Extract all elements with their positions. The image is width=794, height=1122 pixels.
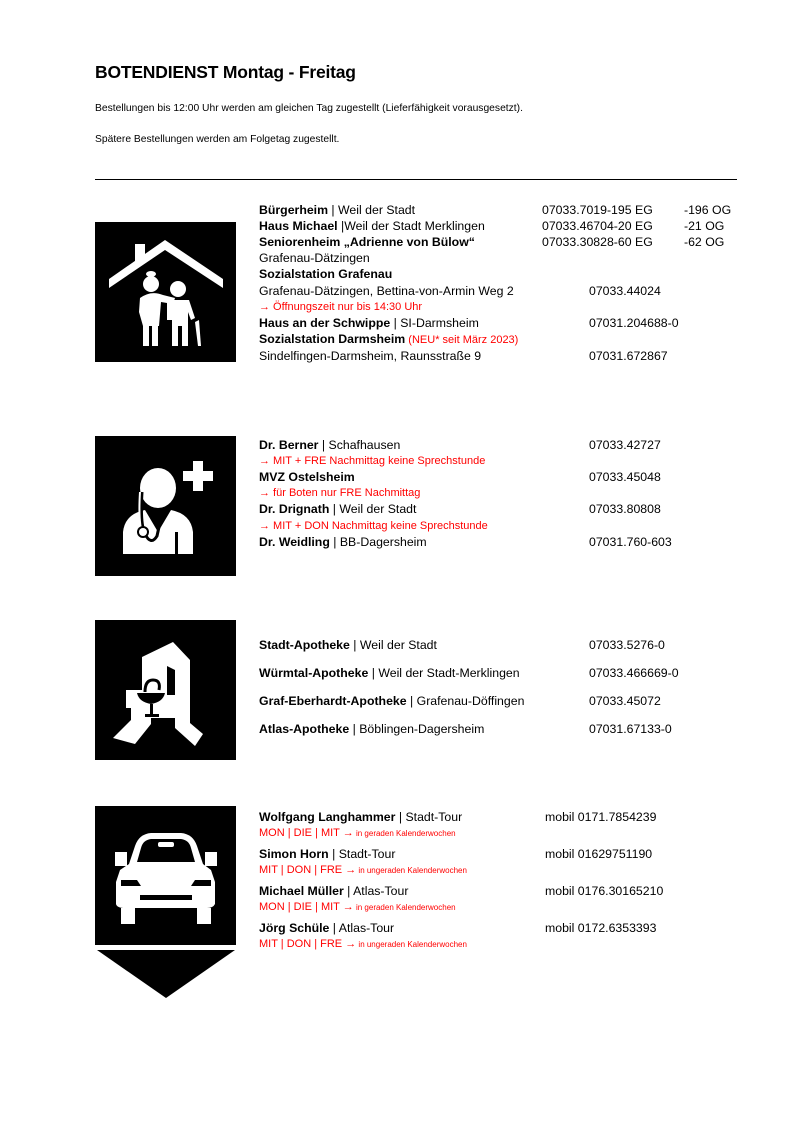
phone-extension: -196 OG: [684, 203, 732, 217]
list-item: Würmtal-Apotheke | Weil der Stadt-Merklingen: [259, 666, 520, 680]
care-home-icon: [95, 222, 236, 362]
list-item: Stadt-Apotheke | Weil der Stadt: [259, 638, 437, 652]
list-item: Dr. Berner | Schafhausen: [259, 438, 401, 452]
phone-number: 07033.7019-195 EG: [542, 203, 653, 217]
list-item-place: Grafenau-Dätzingen, Bettina-von-Armin Weg 2: [259, 284, 514, 298]
list-item-place: Sindelfingen-Darmsheim, Raunsstraße 9: [259, 349, 482, 363]
list-item: Graf-Eberhardt-Apotheke | Grafenau-Döffingen: [259, 694, 525, 708]
list-item-note: → für Boten nur FRE Nachmittag: [259, 487, 421, 499]
list-item: Bürgerheim | Weil der Stadt: [259, 203, 416, 217]
mobile-number: mobil 0176.30165210: [545, 884, 664, 898]
list-item: Sozialstation Grafenau: [259, 267, 393, 281]
mobile-number: mobil 0171.7854239: [545, 810, 657, 824]
list-item: Haus an der Schwippe | SI-Darmsheim: [259, 316, 479, 330]
intro-line-1: Bestellungen bis 12:00 Uhr werden am gleichen Tag zugestellt (Lieferfähigkeit vorausgesetzt).: [95, 103, 523, 114]
phone-number: 07033.80808: [589, 502, 661, 516]
intro-line-2: Spätere Bestellungen werden am Folgetag zugestellt.: [95, 134, 340, 145]
phone-extension: -21 OG: [684, 219, 725, 233]
phone-number: 07033.45072: [589, 694, 661, 708]
phone-number: 07031.760-603: [589, 535, 672, 549]
list-item: MVZ Ostelsheim: [259, 470, 355, 484]
phone-extension: -62 OG: [684, 235, 725, 249]
phone-number: 07033.5276-0: [589, 638, 665, 652]
schedule-note: MIT | DON | FRE → in ungeraden Kalenderwochen: [259, 938, 467, 950]
phone-number: 07031.67133-0: [589, 722, 672, 736]
list-item: Seniorenheim „Adrienne von Bülow“: [259, 235, 475, 249]
page-title: BOTENDIENST Montag - Freitag: [95, 62, 356, 82]
mobile-number: mobil 0172.6353393: [545, 921, 657, 935]
list-item: Atlas-Apotheke | Böblingen-Dagersheim: [259, 722, 485, 736]
schedule-note: MIT | DON | FRE → in ungeraden Kalenderwochen: [259, 864, 467, 876]
list-item-note: → Öffnungszeit nur bis 14:30 Uhr: [259, 301, 423, 313]
list-item: Simon Horn | Stadt-Tour: [259, 847, 396, 861]
schedule-note: MON | DIE | MIT → in geraden Kalenderwochen: [259, 827, 456, 839]
phone-number: 07031.204688-0: [589, 316, 679, 330]
list-item-note: → MIT + FRE Nachmittag keine Sprechstunde: [259, 455, 486, 467]
car-icon: [95, 806, 236, 945]
phone-number: 07033.46704-20 EG: [542, 219, 653, 233]
phone-number: 07031.672867: [589, 349, 668, 363]
list-item: Haus Michael |Weil der Stadt Merklingen: [259, 219, 485, 233]
phone-number: 07033.466669-0: [589, 666, 679, 680]
divider: [95, 179, 737, 180]
list-item-note: → MIT + DON Nachmittag keine Sprechstunde: [259, 520, 488, 532]
list-item: Wolfgang Langhammer | Stadt-Tour: [259, 810, 463, 824]
list-item-place: Grafenau-Dätzingen: [259, 251, 370, 265]
phone-number: 07033.42727: [589, 438, 661, 452]
arrow-down-icon: [97, 950, 235, 998]
list-item: Jörg Schüle | Atlas-Tour: [259, 921, 395, 935]
mobile-number: mobil 01629751190: [545, 847, 653, 861]
schedule-note: MON | DIE | MIT → in geraden Kalenderwochen: [259, 901, 456, 913]
phone-number: 07033.45048: [589, 470, 661, 484]
phone-number: 07033.30828-60 EG: [542, 235, 653, 249]
pharmacy-icon: [95, 620, 236, 760]
doctor-icon: [95, 436, 236, 576]
phone-number: 07033.44024: [589, 284, 661, 298]
list-item: Sozialstation Darmsheim (NEU* seit März 2023): [259, 332, 519, 346]
list-item: Michael Müller | Atlas-Tour: [259, 884, 409, 898]
list-item: Dr. Weidling | BB-Dagersheim: [259, 535, 427, 549]
list-item: Dr. Drignath | Weil der Stadt: [259, 502, 417, 516]
